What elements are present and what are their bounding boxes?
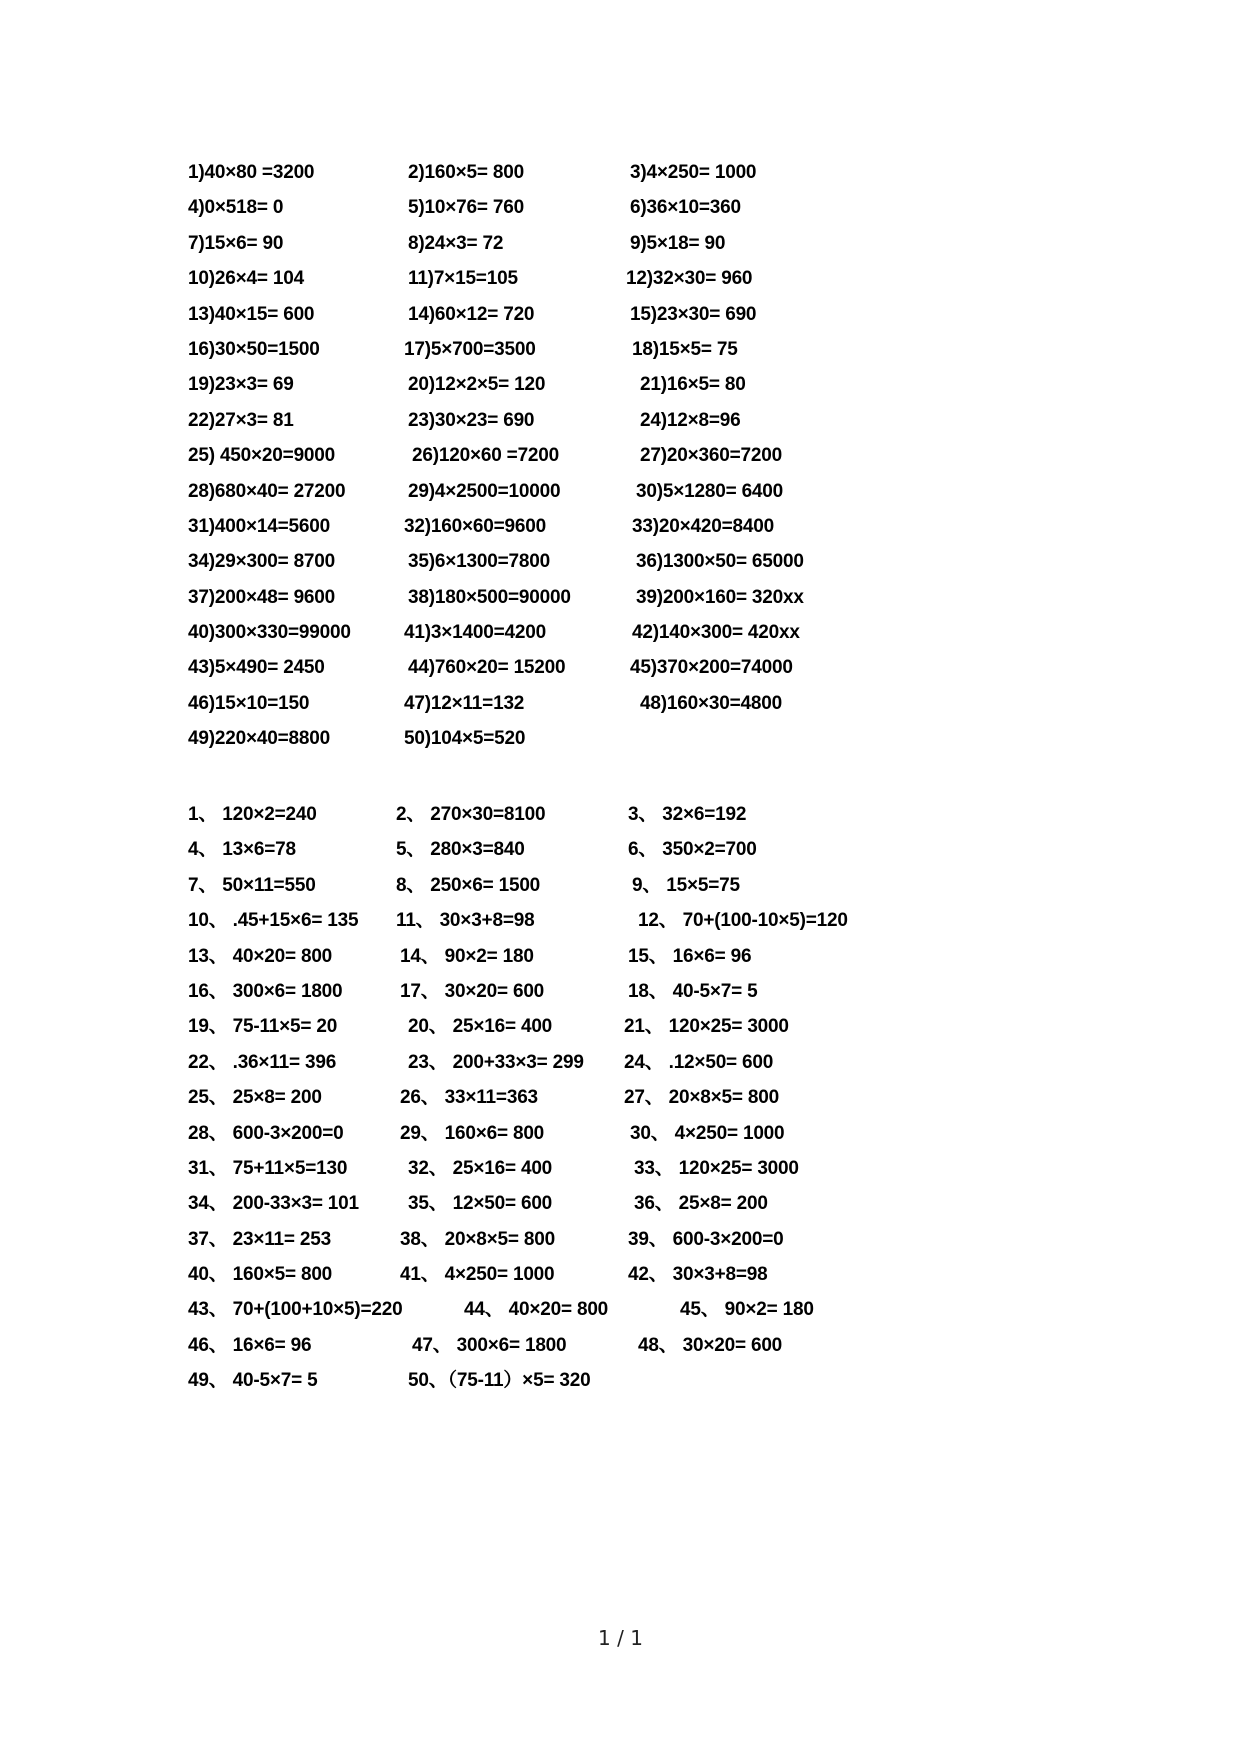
exercise-item: 30、 4×250= 1000 [630,1122,785,1144]
exercise-item: 47、 300×6= 1800 [412,1334,567,1356]
exercise-item: 9)5×18= 90 [630,232,726,254]
exercise-row [188,261,948,296]
exercise-item: 4、 13×6=78 [188,839,296,861]
exercise-item: 34)29×300= 8700 [188,551,336,573]
exercise-item: 32、 25×16= 400 [408,1157,553,1179]
exercise-item: 14)60×12= 720 [408,303,535,325]
exercise-row [188,474,948,509]
exercise-item: 8)24×3= 72 [408,232,504,254]
exercise-item: 50)104×5=520 [404,728,526,750]
exercise-item: 48)160×30=4800 [640,692,782,714]
exercise-item: 16、 300×6= 1800 [188,980,343,1002]
exercise-row [188,190,948,225]
exercise-item: 29)4×2500=10000 [408,480,561,502]
exercise-row [188,438,948,473]
exercise-item: 37)200×48= 9600 [188,586,336,608]
exercise-item: 12、 70+(100-10×5)=120 [638,910,848,932]
exercise-item: 46、 16×6= 96 [188,1334,312,1356]
exercise-item: 44)760×20= 15200 [408,657,566,679]
exercise-row [188,939,948,974]
exercise-item: 7、 50×11=550 [188,874,316,896]
exercise-item: 39)200×160= 320xx [636,586,804,608]
exercise-item: 17)5×700=3500 [404,338,536,360]
exercise-item: 1、 120×2=240 [188,804,317,825]
exercise-row [188,1257,948,1292]
exercise-item: 25、 25×8= 200 [188,1087,322,1109]
exercise-row [188,1292,948,1327]
exercise-item: 10、 .45+15×6= 135 [188,910,359,932]
exercise-item: 13、 40×20= 800 [188,945,333,967]
exercise-item: 22)27×3= 81 [188,409,294,431]
exercise-item: 36)1300×50= 65000 [636,551,804,573]
exercise-item: 32)160×60=9600 [404,515,546,537]
exercise-item: 33)20×420=8400 [632,515,774,537]
exercise-row [188,721,948,756]
exercise-item: 35)6×1300=7800 [408,551,550,573]
exercise-item: 36、 25×8= 200 [634,1193,768,1215]
exercise-row [188,868,948,903]
exercise-item: 5)10×76= 760 [408,197,524,219]
exercise-item: 35、 12×50= 600 [408,1193,553,1215]
exercise-item: 18、 40-5×7= 5 [628,980,758,1002]
exercise-item: 38)180×500=90000 [408,586,571,608]
exercise-item: 1)40×80 =3200 [188,162,315,183]
exercise-item: 18)15×5= 75 [632,338,738,360]
exercise-item: 23、 200+33×3= 299 [408,1051,584,1073]
exercise-item: 12)32×30= 960 [626,268,753,290]
exercise-item: 19、 75-11×5= 20 [188,1016,338,1038]
exercise-item: 38、 20×8×5= 800 [400,1228,555,1250]
exercise-item: 6)36×10=360 [630,197,741,219]
exercise-item: 31、 75+11×5=130 [188,1157,348,1179]
exercise-item: 9、 15×5=75 [632,874,740,896]
exercise-item: 8、 250×6= 1500 [396,874,541,896]
exercise-item: 29、 160×6= 800 [400,1122,545,1144]
exercise-row [188,1080,948,1115]
exercise-item: 16)30×50=1500 [188,338,320,360]
exercise-item: 26)120×60 =7200 [412,445,560,467]
exercise-item: 31)400×14=5600 [188,515,330,537]
exercise-row [188,1151,948,1186]
exercise-row [188,1363,948,1398]
exercise-row [188,544,948,579]
exercise-item: 45)370×200=74000 [630,657,793,679]
exercise-row [188,297,948,332]
exercise-item: 42、 30×3+8=98 [628,1264,768,1286]
exercise-item: 50、（75-11）×5= 320 [408,1370,591,1392]
exercise-item: 2、 270×30=8100 [396,804,546,825]
exercise-row [188,615,948,650]
exercise-row [188,1328,948,1363]
exercise-item: 41)3×1400=4200 [404,622,546,644]
exercise-item: 49)220×40=8800 [188,728,330,750]
page-indicator: 1 / 1 [598,1626,643,1650]
exercise-row [188,1186,948,1221]
exercise-item: 23)30×23= 690 [408,409,535,431]
exercise-item: 30)5×1280= 6400 [636,480,784,502]
exercise-row [188,1116,948,1151]
exercise-item: 26、 33×11=363 [400,1087,538,1109]
exercise-row [188,155,948,190]
exercise-row [188,903,948,938]
exercise-item: 14、 90×2= 180 [400,945,534,967]
exercise-item: 11、 30×3+8=98 [396,910,535,932]
exercise-row [188,580,948,615]
exercise-item: 15)23×30= 690 [630,303,757,325]
exercise-item: 17、 30×20= 600 [400,980,545,1002]
exercise-item: 25) 450×20=9000 [188,445,336,467]
exercise-item: 28、 600-3×200=0 [188,1122,344,1144]
exercise-row [188,797,948,832]
exercise-row [188,403,948,438]
exercise-item: 5、 280×3=840 [396,839,525,861]
exercise-item: 22、 .36×11= 396 [188,1051,337,1073]
exercise-item: 15、 16×6= 96 [628,945,752,967]
exercise-item: 6、 350×2=700 [628,839,757,861]
exercise-item: 34、 200-33×3= 101 [188,1193,359,1215]
exercise-item: 48、 30×20= 600 [638,1334,783,1356]
exercise-item: 21、 120×25= 3000 [624,1016,789,1038]
exercise-item: 45、 90×2= 180 [680,1299,814,1321]
exercise-item: 2)160×5= 800 [408,162,524,183]
exercise-item: 33、 120×25= 3000 [634,1157,799,1179]
exercise-item: 40)300×330=99000 [188,622,351,644]
exercise-item: 3、 32×6=192 [628,804,747,825]
exercise-item: 20、 25×16= 400 [408,1016,553,1038]
exercise-item: 42)140×300= 420xx [632,622,800,644]
exercise-item: 44、 40×20= 800 [464,1299,609,1321]
exercise-item: 27)20×360=7200 [640,445,782,467]
exercise-set-1 [188,155,948,757]
exercise-row [188,1009,948,1044]
exercise-item: 11)7×15=105 [408,268,518,290]
exercise-item: 47)12×11=132 [404,692,525,714]
exercise-row [188,974,948,1009]
exercise-item: 20)12×2×5= 120 [408,374,546,396]
exercise-row [188,509,948,544]
exercise-item: 46)15×10=150 [188,692,310,714]
exercise-row [188,332,948,367]
exercise-item: 24)12×8=96 [640,409,741,431]
exercise-item: 19)23×3= 69 [188,374,294,396]
exercise-item: 40、 160×5= 800 [188,1264,333,1286]
exercise-item: 13)40×15= 600 [188,303,315,325]
exercise-item: 49、 40-5×7= 5 [188,1370,318,1392]
exercise-item: 28)680×40= 27200 [188,480,346,502]
exercise-row [188,686,948,721]
exercise-item: 43、 70+(100+10×5)=220 [188,1299,403,1321]
exercise-item: 7)15×6= 90 [188,232,284,254]
exercise-item: 43)5×490= 2450 [188,657,325,679]
exercise-item: 3)4×250= 1000 [630,162,757,183]
exercise-item: 27、 20×8×5= 800 [624,1087,779,1109]
exercise-set-2 [188,797,948,1399]
exercise-row [188,832,948,867]
exercise-row [188,1045,948,1080]
exercise-row [188,226,948,261]
exercise-row [188,650,948,685]
exercise-item: 21)16×5= 80 [640,374,746,396]
exercise-item: 37、 23×11= 253 [188,1228,332,1250]
exercise-item: 10)26×4= 104 [188,268,304,290]
exercise-row [188,1222,948,1257]
exercise-item: 39、 600-3×200=0 [628,1228,784,1250]
exercise-item: 4)0×518= 0 [188,197,284,219]
exercise-item: 41、 4×250= 1000 [400,1264,555,1286]
exercise-item: 24、 .12×50= 600 [624,1051,774,1073]
exercise-row [188,367,948,402]
